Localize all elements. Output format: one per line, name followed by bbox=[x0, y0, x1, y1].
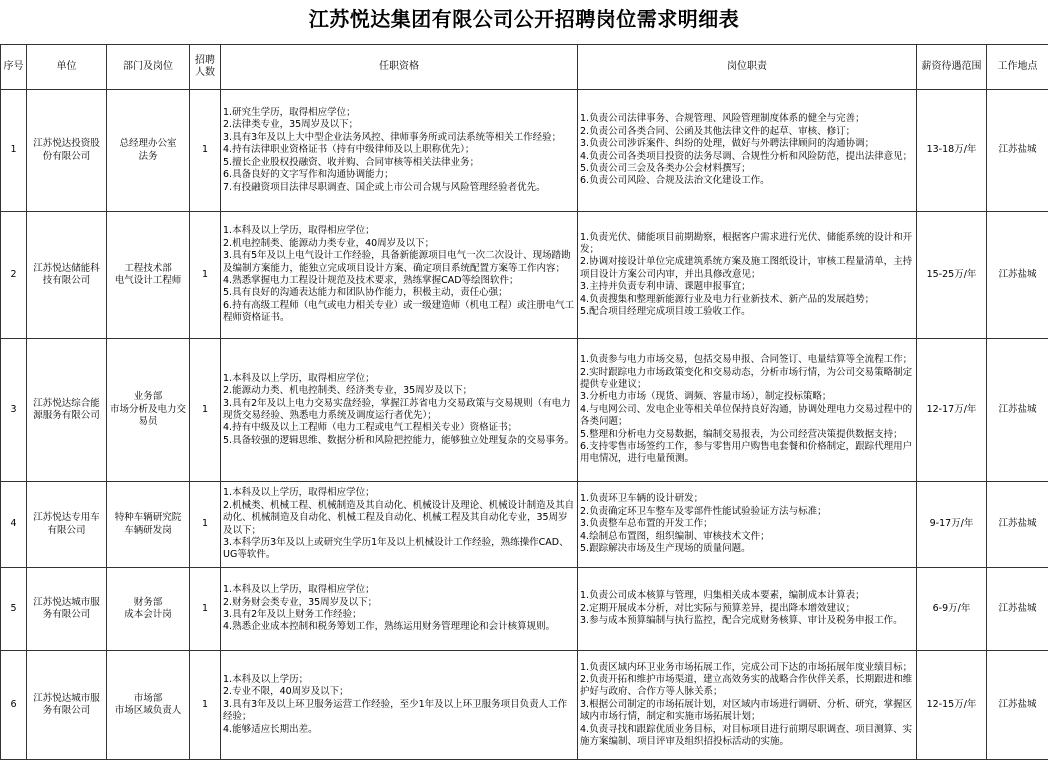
qualification-item: 3.具有5年及以上电气设计工作经验，具备新能源项目电气一次二次设计、现场踏勘及编制方案能力，能独立完成项目设计方案、确定项目系统配置方案等工作内容； bbox=[223, 250, 571, 274]
duty-item: 4.负责寻找和跟踪优质业务目标，对目标项目进行前期尽职调查、项目测算、实施方案编制、项目评审及组织招投标活动的实施。 bbox=[580, 723, 913, 748]
cell-duties bbox=[578, 339, 917, 482]
qualification-item: 4.持有法律职业资格证书（持有中级律师及以上职称优先）； bbox=[223, 144, 475, 156]
cell-unit: 江苏悦达城市服务有限公司 bbox=[27, 651, 107, 760]
table-row bbox=[1, 568, 1048, 651]
duty-item: 1.负责环卫车辆的设计研发； bbox=[580, 493, 704, 505]
cell-location: 江苏盐城 bbox=[987, 651, 1048, 760]
qualification-item: 3.具有2年及以上电力交易实盘经验，掌握江苏省电力交易政策与交易规则（有电力现货交易经验、熟悉电力系统及调度运行者优先）； bbox=[223, 397, 571, 421]
cell-dept: 总经理办公室 法务 bbox=[107, 90, 190, 212]
table-row bbox=[1, 212, 1048, 339]
cell-location: 江苏盐城 bbox=[987, 568, 1048, 651]
qualification-item: 1.本科及以上学历，取得相应学位； bbox=[223, 225, 375, 237]
qualification-item: 2.财务财会类专业，35周岁及以下； bbox=[223, 596, 378, 608]
qualification-item: 3.具有3年及以上大中型企业法务风控、律师事务所或司法系统等相关工作经验； bbox=[223, 131, 562, 143]
duty-item: 6.支持零售市场签约工作，参与零售用户购售电套餐和价格制定，跟踪代理用户用电情况，进行电量预测。 bbox=[580, 441, 913, 465]
cell-salary: 6-9万/年 bbox=[917, 568, 987, 651]
cell-duties bbox=[578, 482, 917, 568]
cell-count: 1 bbox=[190, 482, 221, 568]
duty-item: 2.实时跟踪电力市场政策变化和交易动态，分析市场行情，为公司交易策略制定提供专业建议； bbox=[580, 366, 913, 390]
cell-qualifications bbox=[221, 339, 578, 482]
qualification-item: 2.机械类、机械工程、机械制造及其自动化、机械设计及理论、机械设计制造及其自动化、机械制造及自动化、机械工程及自动化、机械工程及其自动化专业，35周岁及以下； bbox=[223, 499, 575, 536]
cell-count: 1 bbox=[190, 212, 221, 339]
header-qual: 任职资格 bbox=[221, 45, 578, 90]
cell-dept: 工程技术部 电气设计工程师 bbox=[107, 212, 190, 339]
table-row bbox=[1, 651, 1048, 760]
cell-dept: 特种车辆研究院 车辆研发岗 bbox=[107, 482, 190, 568]
qualification-item: 1.本科及以上学历； bbox=[223, 673, 309, 685]
cell-count: 1 bbox=[190, 90, 221, 212]
qualification-item: 4.熟悉掌握电力工程设计规范及技术要求，熟练掌握CAD等绘图软件； bbox=[223, 275, 519, 286]
table-row bbox=[1, 482, 1048, 568]
duty-item: 5.配合项目经理完成项目竣工验收工作。 bbox=[580, 306, 751, 318]
cell-unit: 江苏悦达综合能源服务有限公司 bbox=[27, 339, 107, 482]
duty-item: 1.负责公司成本核算与管理，归集相关成本要素，编制成本计算表； bbox=[580, 590, 865, 602]
duty-item: 3.主持并负责专利申请、课题申报事宜； bbox=[580, 281, 751, 293]
cell-count: 1 bbox=[190, 568, 221, 651]
header-duty: 岗位职责 bbox=[578, 45, 917, 90]
header-seq: 序号 bbox=[1, 45, 27, 90]
cell-salary: 12-17万/年 bbox=[917, 339, 987, 482]
qualification-item: 2.专业不限，40周岁及以下； bbox=[223, 686, 349, 698]
cell-salary: 9-17万/年 bbox=[917, 482, 987, 568]
duty-item: 3.根据公司制定的市场拓展计划，对区域内市场进行调研、分析、研究，掌握区域内市场行情，制定和实施市场拓展计划； bbox=[580, 698, 913, 723]
qualification-item: 5.擅长企业股权投融资、收并购、合同审核等相关法律业务； bbox=[223, 156, 480, 168]
cell-seq: 3 bbox=[1, 339, 27, 482]
qualification-item: 3.本科学历3年及以上或研究生学历1年及以上机械设计工作经验，熟练操作CAD、UG等软件。 bbox=[223, 536, 569, 561]
qualification-item: 1.本科及以上学历，取得相应学位； bbox=[223, 487, 375, 499]
duty-item: 3.分析电力市场（现货、调频、容量市场），制定投标策略； bbox=[580, 391, 832, 403]
cell-seq: 6 bbox=[1, 651, 27, 760]
table-row bbox=[1, 90, 1048, 212]
duty-item: 2.负责公司各类合同、公函及其他法律文件的起草、审核、修订； bbox=[580, 125, 856, 137]
qualification-item: 5.具备较强的逻辑思维、数据分析和风险把控能力，能够独立处理复杂的交易事务。 bbox=[223, 434, 575, 446]
qualification-item: 4.持有中级及以上工程师（电力工程或电气工程相关专业）资格证书； bbox=[223, 422, 518, 434]
duty-item: 5.跟踪解决市场及生产现场的质量问题。 bbox=[580, 543, 751, 555]
qualification-item: 6.持有高级工程师（电气或电力相关专业）或一级建造师（机电工程）或注册电气工程师资格证书。 bbox=[223, 299, 575, 324]
cell-duties bbox=[578, 212, 917, 339]
qualification-item: 1.本科及以上学历，取得相应学位； bbox=[223, 372, 375, 384]
qualification-item: 4.熟悉企业成本控制和税务筹划工作，熟练运用财务管理理论和会计核算规则。 bbox=[223, 621, 556, 633]
cell-unit: 江苏悦达储能科技有限公司 bbox=[27, 212, 107, 339]
header-row bbox=[1, 45, 1048, 90]
table-row bbox=[1, 339, 1048, 482]
duty-item: 5.负责公司三会及各类办公会材料撰写； bbox=[580, 162, 751, 174]
cell-qualifications bbox=[221, 651, 578, 760]
qualification-item: 5.具有良好的沟通表达能力和团队协作能力，积极主动，责任心强； bbox=[223, 287, 508, 299]
cell-salary: 13-18万/年 bbox=[917, 90, 987, 212]
duty-item: 2.定期开展成本分析，对比实际与预算差异，提出降本增效建议； bbox=[580, 602, 856, 614]
duty-item: 2.协调对接设计单位完成建筑系统方案及施工图纸设计，审核工程量清单，主持项目设计方案公司内审，并出具修改意见； bbox=[580, 256, 913, 280]
cell-qualifications bbox=[221, 482, 578, 568]
cell-dept: 财务部 成本会计岗 bbox=[107, 568, 190, 651]
duty-item: 4.绘制总布置图，组织编制、审核技术文件； bbox=[580, 530, 770, 542]
page-title: 江苏悦达集团有限公司公开招聘岗位需求明细表 bbox=[308, 7, 740, 31]
duty-item: 4.负责搜集和整理新能源行业及电力行业新技术、新产品的发展趋势； bbox=[580, 293, 875, 305]
duty-item: 4.与电网公司、发电企业等相关单位保持良好沟通，协调处理电力交易过程中的各类问题； bbox=[580, 403, 913, 428]
qualification-item: 1.研究生学历，取得相应学位； bbox=[223, 107, 356, 119]
cell-salary: 15-25万/年 bbox=[917, 212, 987, 339]
duty-item: 3.负责整车总布置的开发工作； bbox=[580, 518, 713, 530]
cell-unit: 江苏悦达专用车有限公司 bbox=[27, 482, 107, 568]
cell-duties bbox=[578, 568, 917, 651]
duty-item: 1.负责光伏、储能项目前期勘察，根据客户需求进行光伏、储能系统的设计和开发； bbox=[580, 231, 913, 255]
duty-item: 6.负责公司风险、合规及法治文化建设工作。 bbox=[580, 175, 770, 187]
cell-qualifications bbox=[221, 212, 578, 339]
cell-duties bbox=[578, 90, 917, 212]
job-table bbox=[0, 44, 1048, 760]
cell-location: 江苏盐城 bbox=[987, 212, 1048, 339]
qualification-item: 1.本科及以上学历，取得相应学位； bbox=[223, 584, 375, 596]
cell-qualifications bbox=[221, 568, 578, 651]
qualification-item: 3.具有3年及以上环卫服务运营工作经验，至少1年及以上环卫服务项目负责人工作经验； bbox=[223, 698, 568, 723]
cell-unit: 江苏悦达投资股份有限公司 bbox=[27, 90, 107, 212]
cell-location: 江苏盐城 bbox=[987, 339, 1048, 482]
qualification-item: 4.能够适应长期出差。 bbox=[223, 723, 318, 735]
cell-seq: 4 bbox=[1, 482, 27, 568]
cell-location: 江苏盐城 bbox=[987, 90, 1048, 212]
qualification-item: 6.具备良好的文字写作和沟通协调能力； bbox=[223, 169, 394, 181]
cell-seq: 1 bbox=[1, 90, 27, 212]
duty-item: 3.参与成本预算编制与执行监控，配合完成财务核算、审计及税务申报工作。 bbox=[580, 615, 903, 627]
cell-count: 1 bbox=[190, 339, 221, 482]
cell-count: 1 bbox=[190, 651, 221, 760]
duty-item: 3.负责公司涉诉案件、纠纷的处理，做好与外聘法律顾问的沟通协调； bbox=[580, 138, 875, 150]
duty-item: 1.负责区域内环卫业务市场拓展工作，完成公司下达的市场拓展年度业绩目标； bbox=[580, 661, 913, 673]
qualification-item: 2.法律类专业，35周岁及以下； bbox=[223, 119, 359, 131]
duty-item: 4.负责公司各类项目投资的法务尽调、合规性分析和风险防范，提出法律意见； bbox=[580, 150, 913, 162]
cell-location: 江苏盐城 bbox=[987, 482, 1048, 568]
qualification-item: 7.有投融资项目法律尽职调查、国企或上市公司合规与风险管理经验者优先。 bbox=[223, 181, 546, 193]
cell-dept: 业务部 市场分析及电力交易员 bbox=[107, 339, 190, 482]
cell-duties bbox=[578, 651, 917, 760]
cell-qualifications bbox=[221, 90, 578, 212]
duty-item: 2.负责确定环卫车整车及零部件性能试验验证方法与标准； bbox=[580, 505, 827, 517]
duty-item: 1.负责公司法律事务、合规管理、风险管理制度体系的健全与完善； bbox=[580, 113, 865, 125]
header-count: 招聘 人数 bbox=[190, 45, 221, 90]
cell-salary: 12-15万/年 bbox=[917, 651, 987, 760]
qualification-item: 2.能源动力类、机电控制类、经济类专业，35周岁及以下； bbox=[223, 385, 473, 397]
qualification-item: 2.机电控制类、能源动力类专业，40周岁及以下； bbox=[223, 237, 435, 249]
cell-unit: 江苏悦达城市服务有限公司 bbox=[27, 568, 107, 651]
cell-seq: 5 bbox=[1, 568, 27, 651]
cell-dept: 市场部 市场区域负责人 bbox=[107, 651, 190, 760]
duty-item: 5.整理和分析电力交易数据，编制交易报表，为公司经营决策提供数据支持； bbox=[580, 428, 903, 440]
duty-item: 1.负责参与电力市场交易，包括交易申报、合同签订、电量结算等全流程工作； bbox=[580, 354, 913, 366]
header-unit: 单位 bbox=[27, 45, 107, 90]
header-dept: 部门及岗位 bbox=[107, 45, 190, 90]
duty-item: 2.负责开拓和维护市场渠道，建立高效务实的战略合作伙伴关系，长期跟进和维护好与政府、合作方等人脉关系； bbox=[580, 673, 913, 698]
qualification-item: 3.具有2年及以上财务工作经验； bbox=[223, 609, 362, 620]
header-loc: 工作地点 bbox=[987, 45, 1048, 90]
cell-seq: 2 bbox=[1, 212, 27, 339]
header-salary: 薪资待遇范围 bbox=[917, 45, 987, 90]
